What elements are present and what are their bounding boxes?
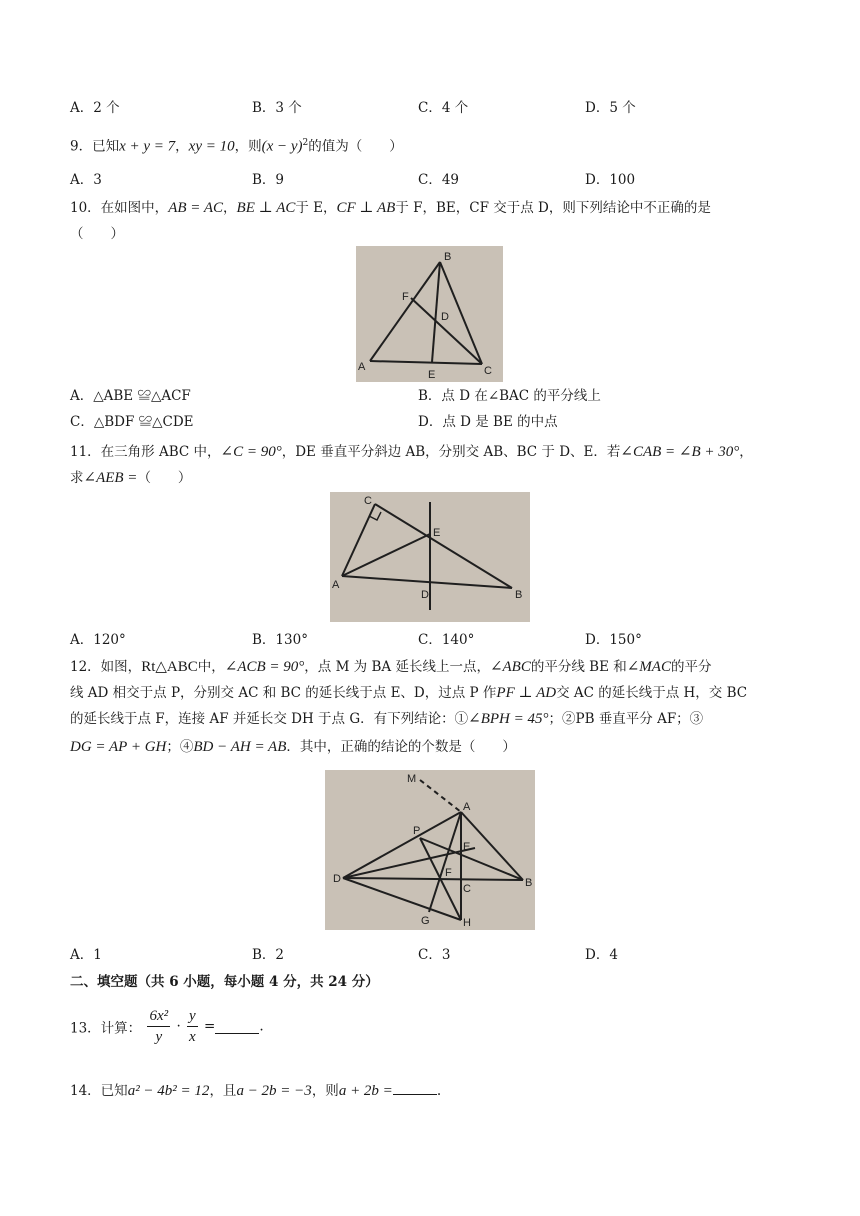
q12-stem-line3: 的延长线于点 F，连接 AF 并延长交 DH 于点 G．有下列结论：①∠BPH = 45°；②PB 垂直平分 AF；③	[70, 711, 704, 727]
q12-segment-db	[343, 878, 523, 880]
q10-figure	[356, 246, 503, 382]
q10-option-c: C．△BDF ≌△CDE	[70, 414, 194, 430]
q10-option-a: A．△ABE ≌△ACF	[70, 388, 191, 404]
q11-label-c: C	[364, 495, 372, 507]
q10-label-d: D	[441, 311, 449, 323]
q12-option-b: B．2	[252, 947, 285, 963]
q11-option-b: B．130°	[252, 632, 308, 648]
q12-stem-line1: 12．如图，Rt△ABC中，∠ACB = 90°，点 M 为 BA 延长线上一点，∠ABC的平分线 BE 和∠MAC的平分	[70, 659, 712, 675]
q12-label-g: G	[421, 915, 430, 927]
q14-stem: 14．已知a² − 4b² = 12，且a − 2b = −3，则a + 2b = .	[70, 1080, 441, 1101]
q9-option-d: D．100	[585, 172, 636, 188]
q11-label-d: D	[421, 589, 429, 601]
q12-segment-pb	[420, 838, 523, 880]
q11-figure	[330, 492, 530, 622]
q11-label-a: A	[332, 579, 340, 591]
q10-label-a: A	[358, 361, 366, 373]
q11-segment-ae	[342, 534, 430, 576]
q8-option-d: D．5 个	[585, 100, 636, 116]
q10-label-f: F	[402, 291, 409, 303]
q11-label-b: B	[515, 589, 523, 601]
q11-label-e: E	[433, 527, 441, 539]
q11-segment-ab	[342, 576, 512, 588]
q11-segment-ac	[342, 504, 375, 576]
q8-option-c: C．4 个	[418, 100, 469, 116]
q12-label-e: E	[463, 841, 471, 853]
q10-label-c: C	[484, 365, 492, 377]
q9-option-b: B．9	[252, 172, 285, 188]
q12-option-a: A．1	[70, 947, 102, 963]
section-fill-in-heading: 二、填空题（共 6 小题，每小题 4 分，共 24 分）	[70, 974, 379, 990]
q10-label-b: B	[444, 251, 452, 263]
q10-stem: 10．在如图中，AB = AC，BE ⊥ AC于 E，CF ⊥ AB于 F，BE，CF 交于点 D，则下列结论中不正确的是	[70, 200, 711, 216]
q8-option-a: A．2 个	[70, 100, 120, 116]
q12-label-f: F	[445, 867, 452, 879]
q10-stem-cont: （ ）	[70, 226, 124, 242]
q11-segment-cb	[375, 504, 512, 588]
q9-stem: 9．已知x + y = 7，xy = 10，则$(x - y)^2$的值为（ ）	[70, 138, 403, 155]
q13-stem: 13．计算： $\frac{\text{6x²}}{y}$ · $\frac{y}{x}$ = .	[70, 1008, 264, 1045]
q13-answer-blank	[215, 1019, 259, 1034]
q11-stem: 11．在三角形 ABC 中，∠C = 90°，DE 垂直平分斜边 AB，分别交 AB、BC 于 D、E．若∠CAB = ∠B + 30°，	[70, 444, 753, 460]
q12-label-c: C	[463, 883, 471, 895]
q12-label-h: H	[463, 917, 471, 929]
q9-option-c: C．49	[418, 172, 460, 188]
q12-label-d: D	[333, 873, 341, 885]
q10-segment-ac	[370, 361, 482, 364]
q10-segment-ab	[370, 262, 440, 361]
q11-option-a: A．120°	[70, 632, 126, 648]
q10-segment-be	[432, 262, 440, 362]
q12-stem-line2: 线 AD 相交于点 P，分别交 AC 和 BC 的延长线于点 E、D，过点 P 作PF ⊥ AD交 AC 的延长线于点 H，交 BC	[70, 685, 748, 701]
q12-stem-line4: DG = AP + GH；④BD − AH = AB．其中，正确的结论的个数是（ ）	[70, 739, 516, 755]
q12-segment-de	[343, 848, 475, 878]
q10-option-b: B．点 D 在∠BAC 的平分线上	[418, 388, 601, 404]
q10-option-d: D．点 D 是 BE 的中点	[418, 414, 558, 430]
q12-label-b: B	[525, 877, 533, 889]
q11-option-d: D．150°	[585, 632, 642, 648]
q10-label-e: E	[428, 369, 436, 381]
q9-option-a: A．3	[70, 172, 102, 188]
q10-segment-cf	[411, 298, 482, 364]
q11-stem-cont: 求∠AEB =（ ）	[70, 470, 192, 486]
q12-label-a: A	[463, 801, 471, 813]
q12-option-c: C．3	[418, 947, 451, 963]
q12-segment-ma	[420, 780, 461, 812]
q12-option-d: D．4	[585, 947, 618, 963]
q8-option-b: B．3 个	[252, 100, 302, 116]
q12-figure	[325, 770, 535, 930]
q11-option-c: C．140°	[418, 632, 475, 648]
q12-label-m: M	[407, 773, 417, 785]
q14-answer-blank	[393, 1080, 437, 1095]
q12-label-p: P	[413, 825, 421, 837]
